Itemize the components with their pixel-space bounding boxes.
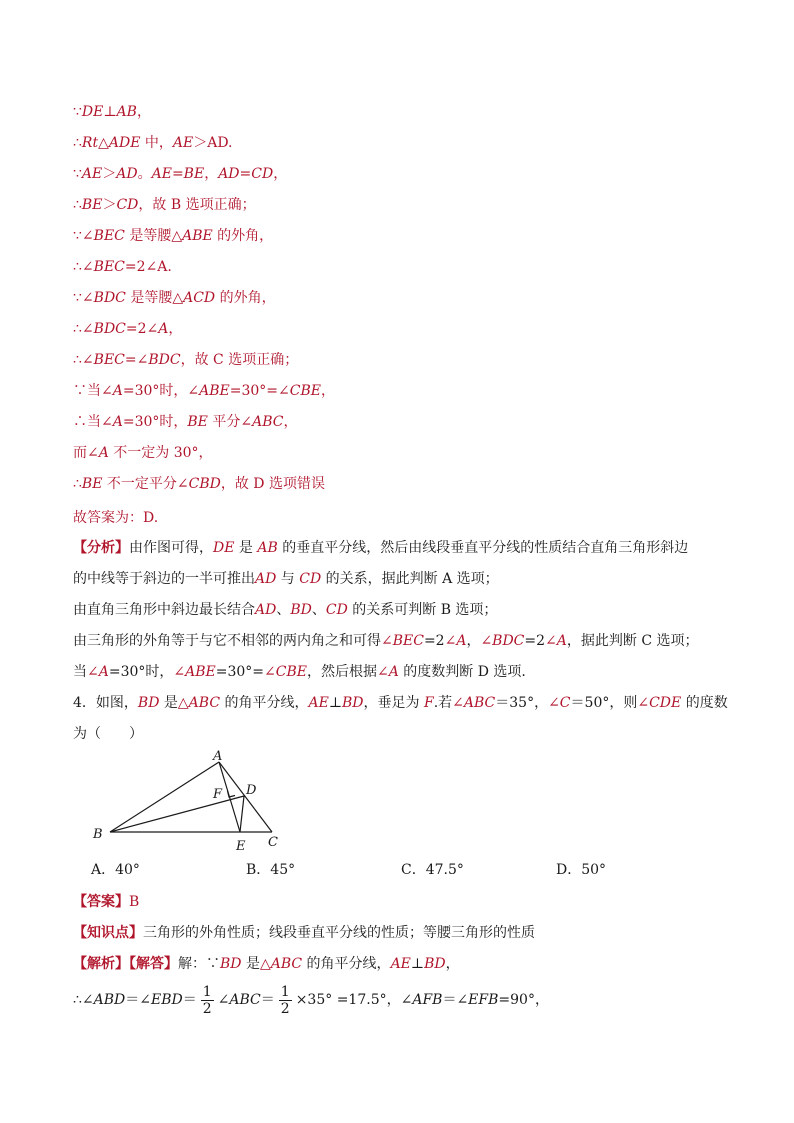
proof-segment: 。 xyxy=(137,166,152,182)
text-segment: 的度数判断 D 选项. xyxy=(398,664,526,680)
proof-line xyxy=(73,444,733,462)
proof-segment: ∠BDC xyxy=(81,321,126,337)
label-e: E xyxy=(236,839,246,854)
text-segment: 的度数 xyxy=(681,695,728,711)
question-line-2: 为（ ） xyxy=(73,726,143,742)
text-segment: BD xyxy=(137,695,160,711)
proof-segment: BE xyxy=(81,197,103,213)
text-segment: CD xyxy=(325,602,348,618)
therefore-symbol: ∴ xyxy=(73,992,82,1008)
fraction-half-2: $\frac{1}{2}$ xyxy=(280,983,290,1017)
option-a[interactable]: A．40° xyxy=(91,862,140,878)
text-segment: F xyxy=(423,695,434,711)
text-segment: BD xyxy=(220,956,242,972)
proof-segment: =30°时， xyxy=(122,383,188,399)
angle-ebd: ∠EBD xyxy=(139,992,183,1008)
equals-4: ＝ xyxy=(442,992,457,1008)
proof-segment: = xyxy=(124,352,137,368)
knowledge-tag: 【知识点】 xyxy=(73,925,143,941)
text-segment: =30°= xyxy=(215,664,265,680)
knowledge-block xyxy=(73,924,733,942)
text-segment: 、 xyxy=(311,602,326,618)
proof-segment: BE xyxy=(187,414,208,430)
text-segment: 当 xyxy=(73,664,87,680)
equals-2: ＝ xyxy=(182,992,197,1008)
proof-segment: ∠CBE xyxy=(278,383,321,399)
text-segment: ＝35°， xyxy=(495,695,549,711)
analysis-tag: 【分析】 xyxy=(73,540,129,556)
text-segment: ∠A xyxy=(87,664,109,680)
label-c: C xyxy=(268,835,278,850)
proof-segment: AD xyxy=(116,166,138,182)
proof-segment: ∠ABE xyxy=(187,383,230,399)
proof-segment: ， xyxy=(320,383,335,399)
proof-segment: CD xyxy=(116,197,139,213)
text-segment: ∠ABC xyxy=(452,695,496,711)
proof-segment: DE⊥AB xyxy=(81,104,137,120)
proof-segment: ∠BEC xyxy=(81,259,125,275)
proof-segment: 是等腰 xyxy=(125,290,173,306)
proof-segment: ＞ xyxy=(102,197,117,213)
text-segment: ∠ABE xyxy=(173,664,216,680)
proof-segment: 的外角， xyxy=(212,228,274,244)
analysis-text-4 xyxy=(73,633,699,649)
text-segment: AE xyxy=(390,956,411,972)
solution-line-1 xyxy=(73,955,733,973)
proof-line xyxy=(73,258,733,276)
proof-segment: ∠ABC xyxy=(240,414,284,430)
analysis-text-1 xyxy=(129,540,688,556)
text-segment: △ABC xyxy=(259,956,303,972)
text-segment: 是 xyxy=(241,956,260,972)
text-segment: 4．如图， xyxy=(73,695,138,711)
solution-text-1 xyxy=(178,956,460,972)
proof-segment: ∠CBD xyxy=(176,476,221,492)
proof-line xyxy=(73,196,733,214)
analysis-line-3 xyxy=(73,601,733,619)
text-segment: 的关系可判断 B 选项； xyxy=(347,602,498,618)
proof-line xyxy=(73,413,733,431)
text-segment: 与 xyxy=(276,571,300,587)
text-segment: 由直角三角形中斜边最长结合 xyxy=(73,602,255,618)
text-segment: 是 xyxy=(159,695,178,711)
proof-segment: △ACD xyxy=(172,290,216,306)
proof-line xyxy=(73,351,733,369)
segment-bd xyxy=(110,796,244,832)
proof-segment: ∠BDC xyxy=(136,352,181,368)
text-segment: ⊥ xyxy=(410,956,425,972)
analysis-line-5 xyxy=(73,663,733,681)
proof-segment: =30°时， xyxy=(122,414,188,430)
proof-line xyxy=(73,320,733,338)
proof-segment: AE xyxy=(172,135,194,151)
proof-segment: AE=BE xyxy=(151,166,205,182)
proof-segment: ∠A xyxy=(146,321,169,337)
proof-segment: ， xyxy=(204,166,219,182)
proof-segment: 是等腰 xyxy=(124,228,172,244)
question-line-1 xyxy=(73,694,733,712)
question-text-1 xyxy=(73,695,728,711)
proof-segment: ＞ xyxy=(102,166,117,182)
proof-segment: Rt△ADE xyxy=(81,135,141,151)
equals-1: ＝ xyxy=(125,992,140,1008)
analysis-line-2 xyxy=(73,570,733,588)
proof-segment: AD=CD xyxy=(218,166,274,182)
text-segment: ∠A xyxy=(376,664,399,680)
proof-line xyxy=(73,103,733,121)
proof-segment: ，故 B 选项正确； xyxy=(138,197,256,213)
proof-segment: ∴ xyxy=(73,321,82,337)
proof-segment: 而 xyxy=(73,445,87,461)
proof-segment: BE xyxy=(81,476,103,492)
proof-segment: AE xyxy=(81,166,103,182)
proof-segment: ＞AD. xyxy=(193,135,233,151)
right-angle-value: =90°， xyxy=(498,992,549,1008)
text-segment: ， xyxy=(466,633,481,649)
text-segment: AE xyxy=(308,695,329,711)
equals-3: ＝ xyxy=(260,992,275,1008)
proof-segment: ∴ xyxy=(73,197,82,213)
text-segment: BD xyxy=(424,956,446,972)
proof-segment: ， xyxy=(273,166,288,182)
text-segment: =30°时， xyxy=(108,664,174,680)
solution-tag: 【解析】【解答】 xyxy=(73,956,178,972)
text-segment: ∠A xyxy=(545,633,567,649)
proof-segment: =2∠A. xyxy=(124,259,172,275)
text-segment: ∠A xyxy=(444,633,467,649)
text-segment: 是 xyxy=(234,540,258,556)
proof-line xyxy=(73,382,733,400)
text-segment: 的垂直平分线，然后由线段垂直平分线的性质结合直角三角形斜边 xyxy=(277,540,689,556)
proof-segment: ∴当 xyxy=(73,414,101,430)
fraction-half-1: $\frac{1}{2}$ xyxy=(202,983,212,1017)
proof-segment: ， xyxy=(283,414,298,430)
text-segment: ，垂足为 xyxy=(363,695,424,711)
proof-segment: 的外角， xyxy=(215,290,276,306)
text-segment: ∠BEC xyxy=(381,633,424,649)
text-segment: 解：∵ xyxy=(178,956,220,972)
text-segment: BD xyxy=(290,602,312,618)
proof-segment: ∵ xyxy=(73,228,82,244)
proof-line xyxy=(73,227,733,245)
analysis-line-4 xyxy=(73,632,733,650)
proof-segment: 不一定为 30°， xyxy=(108,445,213,461)
text-segment: 、 xyxy=(276,602,291,618)
text-segment: ，据此判断 C 选项； xyxy=(566,633,699,649)
proof-segment: ， xyxy=(136,104,151,120)
proof-segment: 中， xyxy=(140,135,173,151)
angle-abd: ∠ABD xyxy=(81,992,126,1008)
angle-abc: ∠ABC xyxy=(217,992,261,1008)
label-d: D xyxy=(246,783,257,798)
proof-segment: ，故 C 选项正确； xyxy=(180,352,299,368)
text-segment: AD xyxy=(255,571,277,587)
text-segment: =2 xyxy=(524,633,546,649)
text-segment: ∠C xyxy=(548,695,571,711)
text-segment: 的关系，据此判断 A 选项； xyxy=(321,571,499,587)
text-segment: AD xyxy=(255,602,277,618)
proof-line xyxy=(73,475,733,493)
text-segment: 由三角形的外角等于与它不相邻的两内角之和可得 xyxy=(73,633,381,649)
answer-block xyxy=(73,893,733,911)
proof-segment: ∠A xyxy=(101,383,123,399)
proof-segment: ∴ xyxy=(73,135,82,151)
text-segment: △ABC xyxy=(177,695,221,711)
text-segment: 的中线等于斜边的一半可推出 xyxy=(73,571,255,587)
text-segment: CD xyxy=(299,571,322,587)
label-a: A xyxy=(213,749,223,764)
text-segment: ∠BDC xyxy=(480,633,525,649)
proof-segment: ，故 D 选项错误 xyxy=(220,476,325,492)
proof-line xyxy=(73,289,733,307)
text-segment: BD xyxy=(342,695,364,711)
multiply-result: ×35° =17.5°， xyxy=(295,992,401,1008)
text-segment: ，然后根据 xyxy=(306,664,377,680)
segment-ba xyxy=(110,762,219,832)
proof-segment: =2 xyxy=(125,321,147,337)
option-d[interactable]: D．50° xyxy=(556,862,607,878)
analysis-line-1 xyxy=(73,539,733,557)
proof-segment: ∴ xyxy=(73,476,82,492)
text-segment: ∠CBE xyxy=(264,664,307,680)
text-segment: ＝50°，则 xyxy=(570,695,638,711)
proof-segment: ， xyxy=(168,321,183,337)
proof-segment: ∠BEC xyxy=(81,352,125,368)
answer-line: 故答案为：D. xyxy=(73,510,159,526)
text-segment: =2 xyxy=(423,633,445,649)
proof-line xyxy=(73,165,733,183)
angle-afb: ∠AFB xyxy=(400,992,443,1008)
segment-de xyxy=(240,796,244,832)
proof-segment: 不一定平分 xyxy=(102,476,177,492)
analysis-text-3 xyxy=(73,602,497,618)
solution-line-2 xyxy=(73,982,733,1018)
proof-segment: ∵当 xyxy=(73,383,101,399)
proof-segment: ∴ xyxy=(73,259,82,275)
proof-segment: ∵ xyxy=(73,166,82,182)
proof-segment: 平分 xyxy=(207,414,241,430)
analysis-text-5 xyxy=(73,664,526,680)
proof-segment: ∠BDC xyxy=(81,290,126,306)
proof-segment: ∵ xyxy=(73,104,82,120)
label-b: B xyxy=(93,827,103,842)
text-segment: 的角平分线， xyxy=(220,695,309,711)
text-segment: ⊥ xyxy=(328,695,342,711)
option-c[interactable]: C．47.5° xyxy=(401,862,464,878)
text-segment: 由作图可得， xyxy=(129,540,213,556)
proof-segment: ∠A xyxy=(101,414,123,430)
answer-value: B xyxy=(129,894,140,910)
text-segment: AB xyxy=(257,540,278,556)
proof-segment: =30°= xyxy=(229,383,279,399)
text-segment: ∠CDE xyxy=(637,695,682,711)
proof-line xyxy=(73,134,733,152)
text-segment: DE xyxy=(213,540,235,556)
angle-efb: ∠EFB xyxy=(456,992,499,1008)
right-angle-mark xyxy=(228,791,236,797)
proof-segment: ∴ xyxy=(73,352,82,368)
text-segment: 的角平分线， xyxy=(302,956,391,972)
answer-tag: 【答案】 xyxy=(73,894,129,910)
label-f: F xyxy=(213,787,223,802)
knowledge-text: 三角形的外角性质；线段垂直平分线的性质；等腰三角形的性质 xyxy=(143,925,535,941)
option-b[interactable]: B．45° xyxy=(246,862,296,878)
analysis-text-2 xyxy=(73,571,499,587)
text-segment: .若 xyxy=(433,695,453,711)
proof-segment: △ABE xyxy=(171,228,213,244)
proof-segment: ∠A xyxy=(87,445,109,461)
proof-segment: ∠BEC xyxy=(81,228,125,244)
triangle-figure xyxy=(88,748,298,856)
proof-segment: ∵ xyxy=(73,290,82,306)
text-segment: ， xyxy=(445,956,460,972)
